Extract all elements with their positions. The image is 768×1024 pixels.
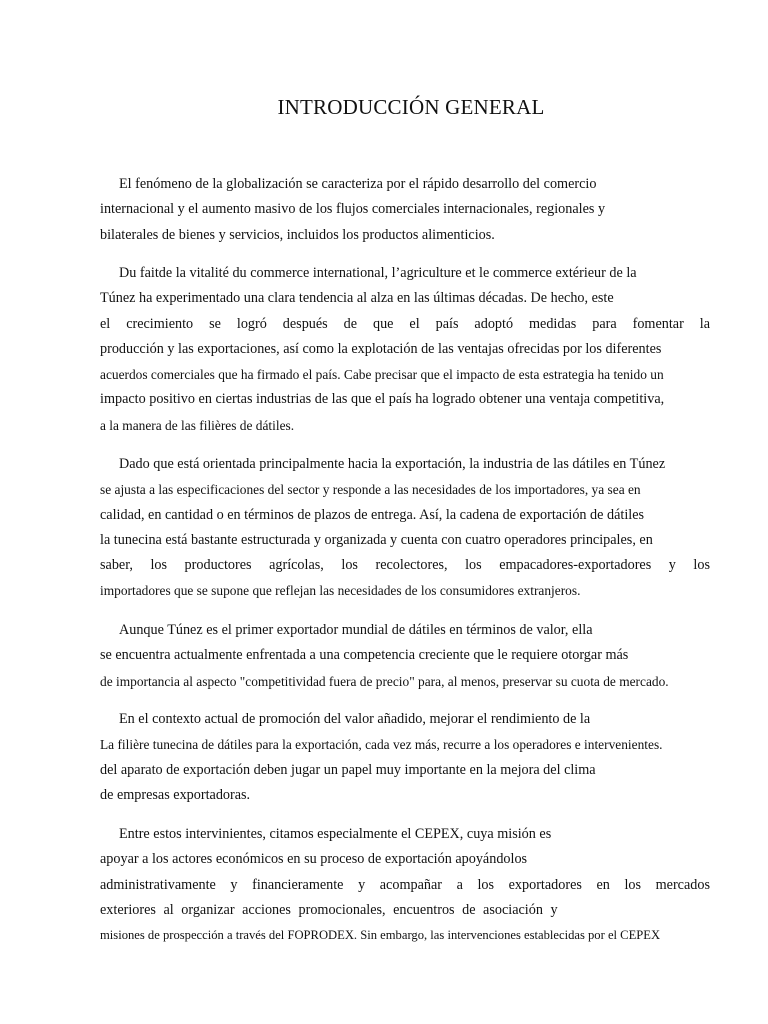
text-line: importadores que se supone que reflejan las necesidades de los consumidores extranjeros. [100,583,581,599]
text-line: Aunque Túnez es el primer exportador mundial de dátiles en términos de valor, ella [119,622,593,638]
text-line: se ajusta a las especificaciones del sector y responde a las necesidades de los importadores, ya sea en [100,482,641,498]
text-line: producción y las exportaciones, así como la explotación de las ventajas ofrecidas por los diferentes [100,340,662,357]
text-line: Túnez ha experimentado una clara tendencia al alza en las últimas décadas. De hecho, este [100,290,614,307]
text-line: En el contexto actual de promoción del valor añadido, mejorar el rendimiento de la [119,711,591,727]
text-line: apoyar a los actores económicos en su proceso de exportación apoyándolos [100,851,528,868]
text-line: Du faitde la vitalité du commerce international, l’agriculture et le commerce extérieur de la [119,265,637,281]
text-line: saber, los productores agrícolas, los recolectores, los empacadores-exportadores y los [100,557,710,574]
text-line: a la manera de las filières de dátiles. [100,417,295,433]
text-line: Entre estos intervinientes, citamos especialmente el CEPEX, cuya misión es [119,826,552,842]
text-line: acuerdos comerciales que ha firmado el país. Cabe precisar que el impacto de esta estrategia ha tenido un [100,367,664,383]
text-line: administrativamente y financieramente y acompañar a los exportadores en los mercados [100,876,710,893]
text-line: internacional y el aumento masivo de los flujos comerciales internacionales, regionales y [100,201,606,218]
text-line: bilaterales de bienes y servicios, incluidos los productos alimenticios. [100,226,495,243]
text-line: se encuentra actualmente enfrentada a una competencia creciente que le requiere otorgar más [100,647,629,664]
text-line: Dado que está orientada principalmente hacia la exportación, la industria de las dátiles en Túnez [119,456,666,472]
text-line: exteriores al organizar acciones promocionales, encuentros de asociación y [100,901,558,918]
text-line: El fenómeno de la globalización se caracteriza por el rápido desarrollo del comercio [119,176,597,192]
text-line: el crecimiento se logró después de que el país adoptó medidas para fomentar la [100,315,710,332]
paragraph-vitalite [100,261,710,438]
page-title: INTRODUCCIÓN GENERAL [277,95,545,119]
text-line: misiones de prospección a través del FOPRODEX. Sin embargo, las intervenciones establecidas por el CEPEX [100,928,661,943]
paragraph-industria-datiles [100,452,710,604]
text-line: de empresas exportadoras. [100,786,251,803]
paragraph-globalizacion [100,172,710,248]
text-line: La filière tunecina de dátiles para la exportación, cada vez más, recurre a los operadores e intervenientes. [100,737,663,753]
paragraph-valor-anadido [100,707,710,808]
text-line: de importancia al aspecto "competitividad fuera de precio" para, al menos, preservar su cuota de mercado. [100,673,669,689]
paragraph-cepex [100,822,710,948]
paragraph-competitividad [100,618,710,694]
text-line: la tunecina está bastante estructurada y organizada y cuenta con cuatro operadores principales, en [100,531,653,548]
text-line: impacto positivo en ciertas industrias de las que el país ha logrado obtener una ventaja competitiva, [100,391,665,408]
text-line: calidad, en cantidad o en términos de plazos de entrega. Así, la cadena de exportación de dátiles [100,506,645,523]
text-line: del aparato de exportación deben jugar un papel muy importante en la mejora del clima [100,761,596,778]
